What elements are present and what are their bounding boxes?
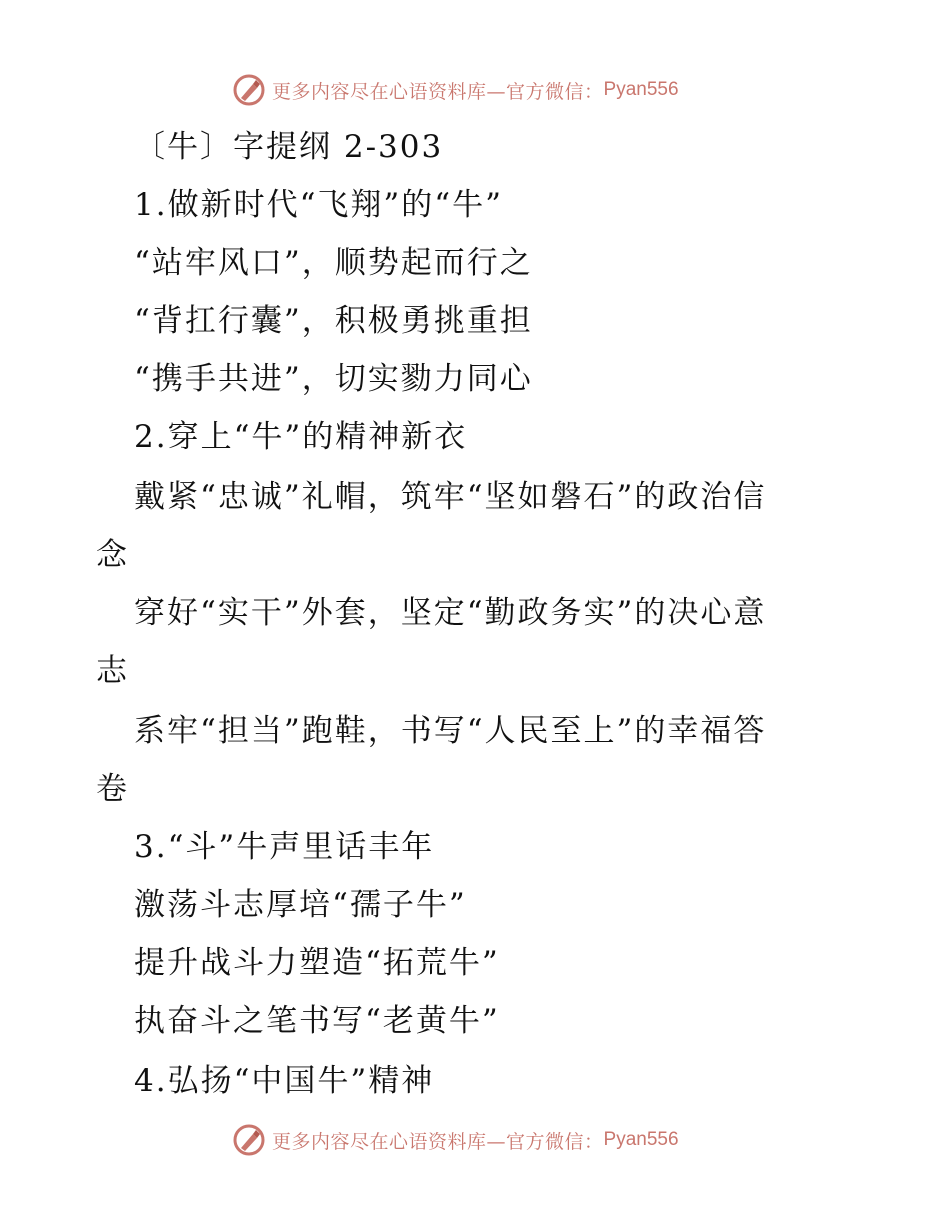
text-line: “站牢风口”，顺势起而行之 bbox=[134, 245, 533, 281]
watermark-wechat-id: Pyan556 bbox=[603, 79, 679, 100]
header-watermark bbox=[232, 72, 679, 108]
section-heading-1: 1.做新时代“飞翔”的“牛” bbox=[134, 187, 503, 223]
text-line-wrap: 卷 bbox=[96, 771, 129, 807]
watermark-wechat-id: Pyan556 bbox=[603, 1129, 679, 1150]
watermark-text: 更多内容尽在心语资料库—官方微信： bbox=[272, 80, 604, 103]
pen-in-circle-icon bbox=[232, 73, 266, 107]
text-line-wrap: 志 bbox=[96, 653, 129, 689]
text-line: 戴紧“忠诚”礼帽，筑牢“坚如磐石”的政治信 bbox=[134, 479, 767, 515]
watermark-text: 更多内容尽在心语资料库—官方微信： bbox=[272, 1130, 604, 1153]
text-line-wrap: 念 bbox=[96, 537, 129, 573]
pen-in-circle-icon bbox=[232, 1123, 266, 1157]
section-heading-4: 4.弘扬“中国牛”精神 bbox=[134, 1063, 435, 1099]
section-heading-3: 3.“斗”牛声里话丰年 bbox=[134, 829, 435, 865]
text-line: 提升战斗力塑造“拓荒牛” bbox=[134, 945, 500, 981]
text-line: 激荡斗志厚培“孺子牛” bbox=[134, 887, 467, 923]
text-line: “携手共进”，切实勠力同心 bbox=[134, 361, 533, 397]
text-line: 执奋斗之笔书写“老黄牛” bbox=[134, 1003, 500, 1039]
text-line: 穿好“实干”外套，坚定“勤政务实”的决心意 bbox=[134, 595, 767, 631]
document-title: 〔牛〕字提纲 2-303 bbox=[134, 129, 444, 165]
footer-watermark bbox=[232, 1122, 679, 1158]
text-line: 系牢“担当”跑鞋，书写“人民至上”的幸福答 bbox=[134, 713, 767, 749]
text-line: “背扛行囊”，积极勇挑重担 bbox=[134, 303, 533, 339]
section-heading-2: 2.穿上“牛”的精神新衣 bbox=[134, 419, 468, 455]
